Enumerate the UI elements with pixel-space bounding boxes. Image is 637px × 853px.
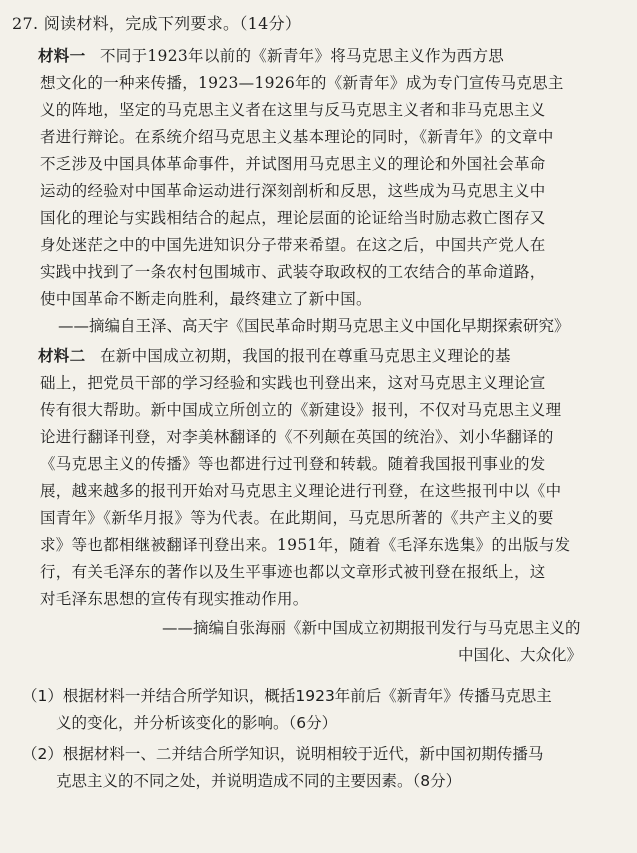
material1-line-10: 使中国革命不断走向胜利，最终建立了新中国。	[40, 290, 372, 308]
material1-label: 材料一	[38, 46, 86, 65]
material2-line-5: 《马克思主义的传播》等也都进行过刊登和转载。随着我国报刊事业的发	[40, 455, 546, 473]
material2-line-10: 对毛泽东思想的宣传有现实推动作用。	[40, 590, 309, 608]
material2-line-7: 国青年》《新华月报》等为代表。在此期间，马克思所著的《共产主义的要	[40, 509, 554, 527]
material1-source: ——摘编自王泽、高天宇《国民革命时期马克思主义中国化早期探索研究》	[58, 317, 570, 335]
material2-line-8: 求》等也都相继被翻译刊登出来。1951年，随着《毛泽东选集》的出版与发	[40, 536, 571, 554]
material2-line-9: 行，有关毛泽东的著作以及生平事迹也都以文章形式被刊登在报纸上，这	[40, 563, 546, 581]
material2-source-line-2: 中国化、大众化》	[458, 646, 583, 664]
material2-source-line-1: ——摘编自张海丽《新中国成立初期报刊发行与马克思主义的	[162, 619, 581, 637]
material2-label: 材料二	[38, 346, 86, 365]
material1-line-6: 运动的经验对中国革命运动进行深刻剖析和反思，这些成为马克思主义中	[40, 182, 546, 200]
material1-line-5: 不乏涉及中国具体革命事件，并试图用马克思主义的理论和外国社会革命	[40, 155, 546, 173]
material2-line-4: 论进行翻译刊登，对李美林翻译的《不列颠在英国的统治》、刘小华翻译的	[40, 428, 554, 446]
question-1-line-1: （1）根据材料一并结合所学知识，概括1923年前后《新青年》传播马克思主	[22, 687, 552, 705]
material2-line-1: 在新中国成立初期，我国的报刊在尊重马克思主义理论的基	[100, 347, 511, 365]
material1-line-7: 国化的理论与实践相结合的起点，理论层面的论证给当时励志救亡图存又	[40, 209, 546, 227]
material2-line-2: 础上，把党员干部的学习经验和实践也刊登出来，这对马克思主义理论宣	[40, 374, 546, 392]
material1-line-3: 义的阵地，坚定的马克思主义者在这里与反马克思主义者和非马克思主义	[40, 101, 546, 119]
material1-line-2: 想文化的一种来传播，1923—1926年的《新青年》成为专门宣传马克思主	[40, 74, 564, 92]
material1-line-1: 不同于1923年以前的《新青年》将马克思主义作为西方思	[100, 47, 505, 65]
material1-line-4: 者进行辩论。在系统介绍马克思主义基本理论的同时，《新青年》的文章中	[40, 128, 554, 146]
material2-line-6: 展，越来越多的报刊开始对马克思主义理论进行刊登，在这些报刊中以《中	[40, 482, 562, 500]
question-1-line-2: 义的变化，并分析该变化的影响。（6分）	[56, 714, 338, 732]
question-2-line-1: （2）根据材料一、二并结合所学知识，说明相较于近代，新中国初期传播马	[22, 745, 544, 763]
material1-line-9: 实践中找到了一条农村包围城市、武装夺取政权的工农结合的革命道路，	[40, 263, 546, 281]
material1-line-8: 身处迷茫之中的中国先进知识分子带来希望。在这之后，中国共产党人在	[40, 236, 546, 254]
question-2-line-2: 克思主义的不同之处，并说明造成不同的主要因素。（8分）	[56, 772, 462, 790]
material2-line-3: 传有很大帮助。新中国成立所创立的《新建设》报刊，不仅对马克思主义理	[40, 401, 562, 419]
question-header: 27. 阅读材料，完成下列要求。（14分）	[12, 14, 302, 33]
